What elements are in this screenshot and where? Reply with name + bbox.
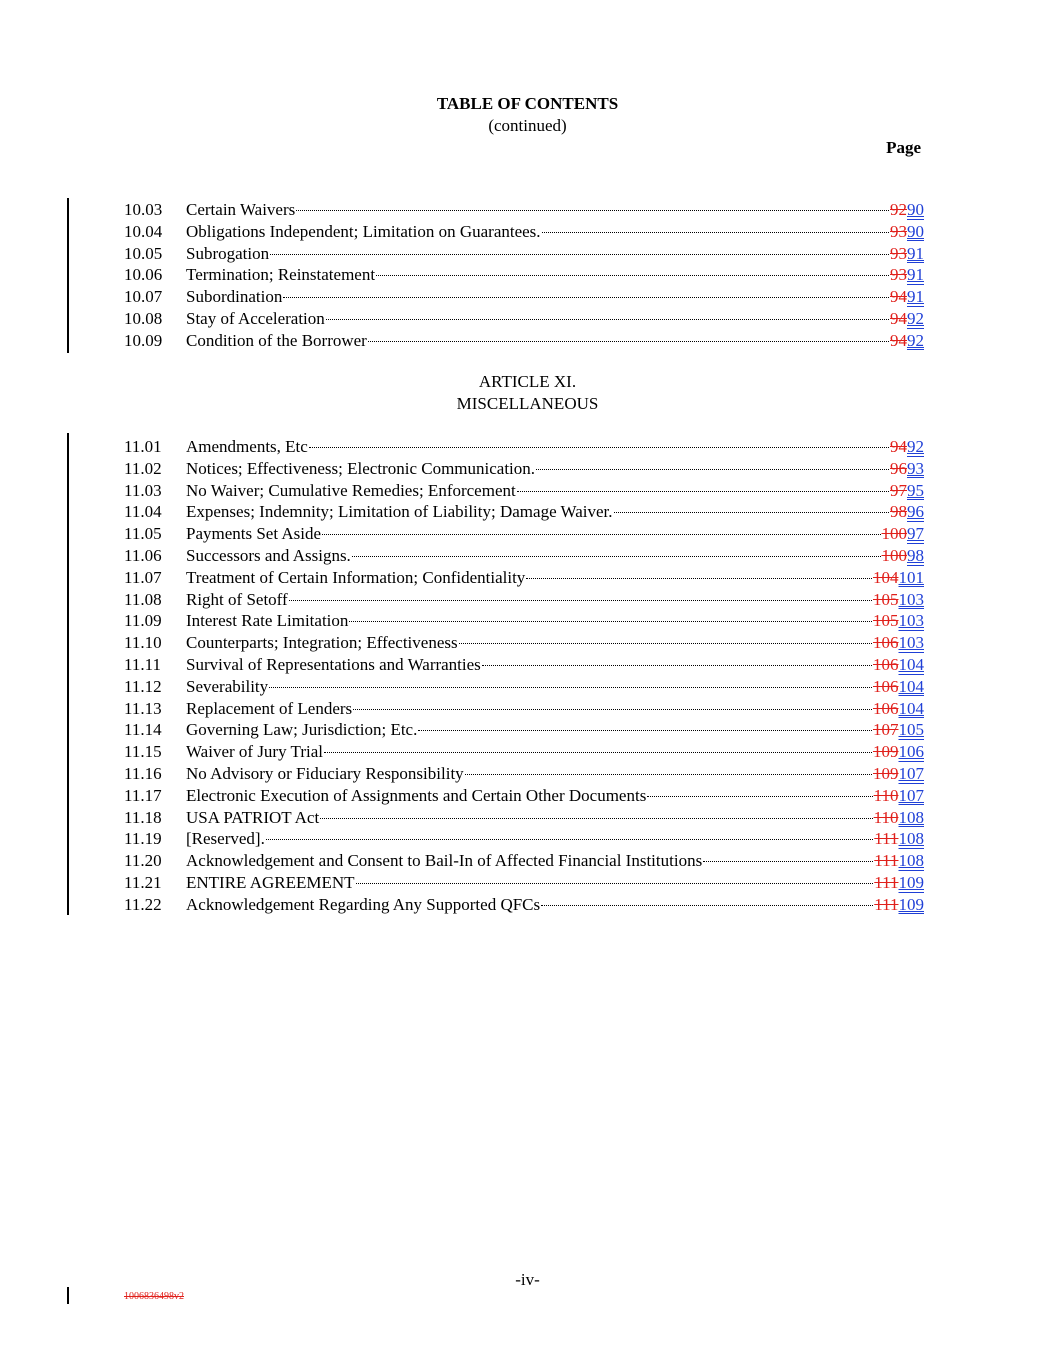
section-number: 10.04 (124, 221, 163, 241)
dot-leader (526, 578, 872, 579)
section-title: Subrogation (186, 243, 270, 263)
toc-entry[interactable] (124, 741, 924, 763)
inserted-page-link[interactable]: 97 (907, 524, 924, 544)
dot-leader (368, 341, 889, 342)
deleted-page-number: 100 (881, 545, 907, 565)
section-title: Expenses; Indemnity; Limitation of Liability; Damage Waiver. (186, 502, 613, 522)
deleted-page-number: 110 (873, 807, 899, 827)
inserted-page-link[interactable]: 109 (898, 872, 924, 892)
section-number: 11.08 (124, 589, 162, 609)
deleted-page-number: 106 (873, 698, 899, 718)
dot-leader (322, 534, 880, 535)
dot-leader (353, 709, 872, 710)
toc-entry[interactable] (124, 523, 924, 545)
dot-leader (326, 319, 889, 320)
toc-entry[interactable] (124, 850, 924, 872)
inserted-page-link[interactable]: 96 (907, 502, 924, 522)
dot-leader (270, 254, 889, 255)
inserted-page-link[interactable]: 107 (898, 785, 924, 805)
toc-entry[interactable] (124, 676, 924, 698)
article-xi-label: ARTICLE XI. (478, 372, 577, 391)
dot-leader (647, 796, 872, 797)
dot-leader (283, 297, 889, 298)
deleted-page-number: 93 (890, 265, 907, 285)
section-number: 11.01 (124, 437, 162, 456)
deleted-page-number: 94 (890, 308, 907, 328)
deleted-page-number: 94 (890, 330, 907, 350)
toc-entry[interactable] (124, 894, 924, 916)
section-title: Certain Waivers (186, 200, 296, 219)
inserted-page-link[interactable]: 104 (898, 654, 924, 674)
deleted-page-number: 106 (873, 633, 899, 653)
deleted-page-number: 93 (890, 243, 907, 263)
dot-leader (703, 861, 873, 862)
section-title: Survival of Representations and Warranties (186, 654, 481, 674)
deleted-page-number: 97 (890, 480, 907, 500)
dot-leader (614, 512, 889, 513)
dot-leader (465, 774, 872, 775)
deleted-page-number: 111 (874, 894, 899, 914)
dot-leader (356, 883, 874, 884)
section-number: 11.20 (124, 851, 162, 871)
inserted-page-link[interactable]: 109 (898, 894, 924, 914)
toc-entry[interactable] (124, 763, 924, 785)
section-title: Successors and Assigns. (186, 545, 351, 565)
dot-leader (266, 839, 873, 840)
section-title: [Reserved]. (186, 829, 265, 849)
toc-entry[interactable] (124, 264, 924, 286)
inserted-page-link[interactable]: 92 (907, 308, 924, 328)
toc-entry[interactable] (124, 501, 924, 523)
section-number: 11.22 (124, 894, 162, 914)
section-title: No Advisory or Fiduciary Responsibility (186, 763, 464, 783)
deleted-page-number: 111 (874, 851, 899, 871)
inserted-page-link[interactable]: 95 (907, 480, 924, 500)
dot-leader (541, 905, 873, 906)
deleted-page-number: 94 (890, 437, 907, 456)
deleted-page-number: 105 (873, 589, 899, 609)
toc-entry[interactable] (124, 698, 924, 720)
section-number: 10.05 (124, 243, 163, 263)
dot-leader (309, 447, 889, 448)
section-number: 11.14 (124, 720, 162, 740)
change-bar (67, 1287, 69, 1304)
dot-leader (542, 232, 889, 233)
section-number: 11.15 (124, 742, 162, 762)
inserted-page-link[interactable]: 106 (898, 742, 924, 762)
deleted-page-number: 106 (873, 676, 899, 696)
deleted-page-number: 106 (873, 654, 899, 674)
inserted-page-link[interactable]: 90 (907, 221, 924, 241)
toc-entry[interactable] (124, 436, 924, 458)
deleted-page-number: 110 (873, 785, 899, 805)
section-title: Obligations Independent; Limitation on Guarantees. (186, 221, 541, 241)
dot-leader (376, 275, 889, 276)
section-number: 11.10 (124, 633, 162, 653)
dot-leader (418, 730, 872, 731)
footer-doc-id: 1006836498v2 (124, 1291, 184, 1302)
section-title: Termination; Reinstatement (186, 265, 376, 285)
inserted-page-link[interactable]: 103 (898, 589, 924, 609)
dot-leader (536, 469, 889, 470)
inserted-page-link[interactable]: 103 (898, 611, 924, 631)
section-number: 11.16 (124, 763, 162, 783)
article-xi-name: MISCELLANEOUS (456, 394, 599, 413)
section-number: 11.03 (124, 480, 162, 500)
section-title: Condition of the Borrower (186, 330, 367, 350)
section-title: Severability (186, 676, 269, 696)
deleted-page-number: 93 (890, 221, 907, 241)
section-number: 11.17 (124, 785, 162, 805)
section-number: 11.13 (124, 698, 162, 718)
deleted-page-number: 105 (873, 611, 899, 631)
section-title: Counterparts; Integration; Effectiveness (186, 633, 458, 653)
section-title: Payments Set Aside (186, 524, 322, 544)
toc-article-x-list (124, 199, 924, 352)
toc-entry[interactable] (124, 243, 924, 265)
deleted-page-number: 100 (881, 524, 907, 544)
toc-subtitle: (continued) (488, 116, 567, 135)
toc-entry[interactable] (124, 221, 924, 243)
section-number: 10.07 (124, 287, 163, 307)
section-title: Stay of Acceleration (186, 308, 325, 328)
section-title: Treatment of Certain Information; Confidentiality (186, 567, 526, 587)
deleted-page-number: 98 (890, 502, 907, 522)
deleted-page-number: 109 (873, 763, 899, 783)
dot-leader (324, 752, 872, 753)
inserted-page-link[interactable]: 98 (907, 545, 924, 565)
section-title: Waiver of Jury Trial (186, 742, 323, 762)
inserted-page-link[interactable]: 103 (898, 633, 924, 653)
deleted-page-number: 111 (874, 872, 899, 892)
section-title: Interest Rate Limitation (186, 611, 349, 631)
section-number: 11.04 (124, 502, 162, 522)
section-title: Notices; Effectiveness; Electronic Communication. (186, 458, 536, 478)
section-title: Replacement of Lenders (186, 698, 353, 718)
toc-entry[interactable] (124, 308, 924, 330)
toc-entry[interactable] (124, 610, 924, 632)
dot-leader (296, 210, 889, 211)
inserted-page-link[interactable]: 91 (907, 287, 924, 307)
inserted-page-link[interactable]: 108 (898, 807, 924, 827)
inserted-page-link[interactable]: 104 (898, 676, 924, 696)
toc-entry[interactable] (124, 632, 924, 654)
section-title: Electronic Execution of Assignments and Certain Other Documents (186, 785, 647, 805)
toc-entry[interactable] (124, 872, 924, 894)
toc-entry[interactable] (124, 286, 924, 308)
toc-entry[interactable] (124, 785, 924, 807)
inserted-page-link[interactable]: 107 (898, 763, 924, 783)
section-title: Governing Law; Jurisdiction; Etc. (186, 720, 418, 740)
dot-leader (349, 621, 872, 622)
dot-leader (269, 687, 872, 688)
dot-leader (352, 556, 881, 557)
section-number: 11.18 (124, 807, 162, 827)
toc-entry[interactable] (124, 199, 924, 221)
toc-entry[interactable] (124, 719, 924, 741)
inserted-page-link[interactable]: 108 (898, 829, 924, 849)
inserted-page-link[interactable]: 101 (898, 567, 924, 587)
deleted-page-number: 107 (873, 720, 899, 740)
section-number: 11.11 (124, 654, 161, 674)
toc-entry[interactable] (124, 567, 924, 589)
section-title: Acknowledgement Regarding Any Supported QFCs (186, 894, 541, 914)
section-number: 11.02 (124, 458, 162, 478)
section-title: USA PATRIOT Act (186, 807, 320, 827)
toc-entry[interactable] (124, 828, 924, 850)
toc-entry[interactable] (124, 480, 924, 502)
inserted-page-link[interactable]: 91 (907, 243, 924, 263)
section-number: 11.07 (124, 567, 162, 587)
section-title: No Waiver; Cumulative Remedies; Enforcement (186, 480, 516, 500)
change-bar (67, 433, 69, 915)
inserted-page-link[interactable]: 93 (907, 458, 924, 478)
dot-leader (459, 643, 872, 644)
page-column-label: Page (886, 138, 921, 157)
dot-leader (289, 600, 872, 601)
toc-entry[interactable] (124, 545, 924, 567)
deleted-page-number: 92 (890, 200, 907, 219)
inserted-page-link[interactable]: 91 (907, 265, 924, 285)
footer-page-number: -iv- (515, 1270, 540, 1289)
dot-leader (320, 818, 872, 819)
section-number: 11.09 (124, 611, 162, 631)
toc-entry[interactable] (124, 589, 924, 611)
section-number: 11.21 (124, 872, 162, 892)
section-number: 11.05 (124, 524, 162, 544)
inserted-page-link[interactable]: 108 (898, 851, 924, 871)
section-number: 10.08 (124, 308, 163, 328)
deleted-page-number: 109 (873, 742, 899, 762)
section-number: 10.09 (124, 330, 163, 350)
section-number: 10.06 (124, 265, 163, 285)
toc-entry[interactable] (124, 807, 924, 829)
inserted-page-link[interactable]: 105 (898, 720, 924, 740)
dot-leader (482, 665, 872, 666)
toc-entry[interactable] (124, 330, 924, 352)
toc-entry[interactable] (124, 654, 924, 676)
section-title: Acknowledgement and Consent to Bail-In of Affected Financial Institutions (186, 851, 703, 871)
inserted-page-link[interactable]: 92 (907, 437, 924, 456)
section-number: 11.12 (124, 676, 162, 696)
deleted-page-number: 104 (873, 567, 899, 587)
deleted-page-number: 96 (890, 458, 907, 478)
section-title: Amendments, Etc (186, 437, 308, 456)
change-bar (67, 198, 69, 353)
section-title: ENTIRE AGREEMENT (186, 872, 355, 892)
section-number: 11.19 (124, 829, 162, 849)
deleted-page-number: 111 (874, 829, 899, 849)
inserted-page-link[interactable]: 92 (907, 330, 924, 350)
dot-leader (517, 491, 889, 492)
section-number: 11.06 (124, 545, 162, 565)
section-number: 10.03 (124, 200, 163, 219)
toc-entry[interactable] (124, 458, 924, 480)
toc-title: TABLE OF CONTENTS (436, 94, 619, 113)
deleted-page-number: 94 (890, 287, 907, 307)
inserted-page-link[interactable]: 90 (907, 200, 924, 219)
toc-article-xi-list (124, 436, 924, 916)
section-title: Subordination (186, 287, 283, 307)
inserted-page-link[interactable]: 104 (898, 698, 924, 718)
section-title: Right of Setoff (186, 589, 288, 609)
